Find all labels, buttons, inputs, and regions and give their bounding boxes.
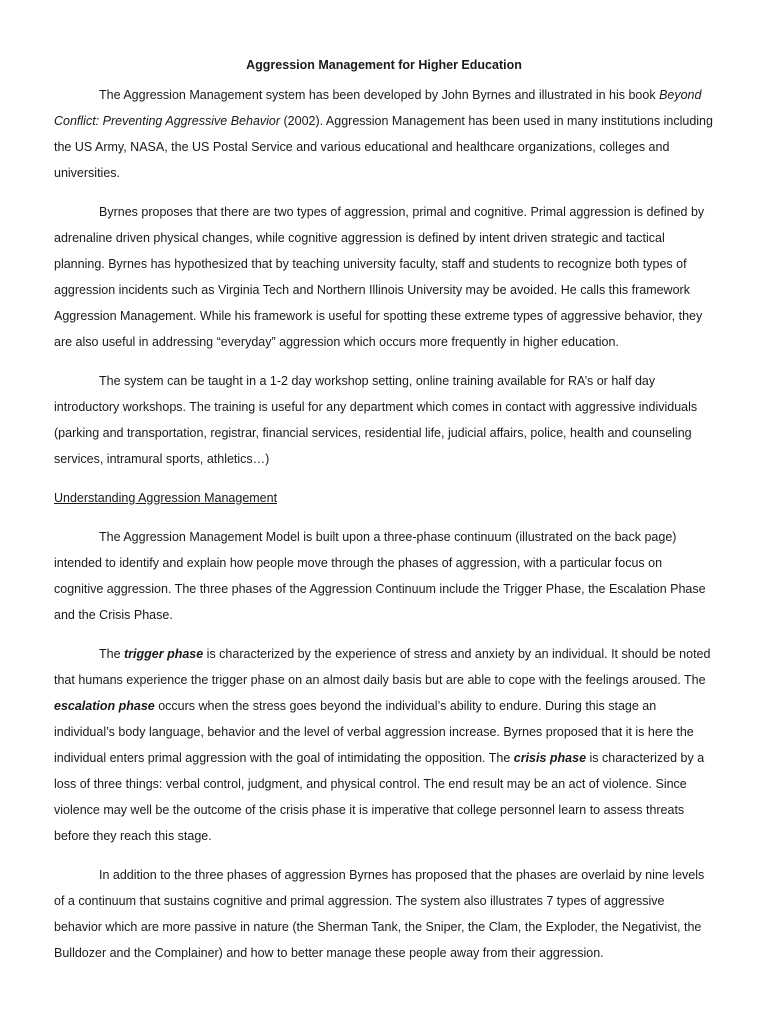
- paragraph-model: The Aggression Management Model is built upon a three-phase continuum (illustrated on the back page) intended to identify and explain how people move through the phases of aggression, with a particular focus on cognitive aggression. The three phases of the Aggression Continuum include the Trigger Phase, the Escalation Phase and the Crisis Phase.: [54, 530, 706, 622]
- paragraph-workshop: The system can be taught in a 1-2 day workshop setting, online training available for RA’s or half day introductory workshops. The training is useful for any department which comes in contact with aggressive individuals (parking and transportation, registrar, financial services, residential life, judicial affairs, police, health and counseling services, intramural sports, athletics…): [54, 374, 698, 466]
- paragraph-intro-text-b: (2002). Aggression Management has been used in many institutions including the US Army, NASA, the US Postal Service and various educational and healthcare organizations, colleges and universities.: [54, 114, 713, 180]
- paragraph-phases-text-c: occurs when the stress goes beyond the individual’s ability to endure. During this stage an individual’s body language, behavior and the level of verbal aggression increase. Byrnes proposed that it is here the individual enters primal aggression with the goal of intimidating the opposition. The: [54, 699, 694, 765]
- paragraph-phases-text-d: is characterized by a loss of three things: verbal control, judgment, and physical control. The end result may be an act of violence. Since violence may well be the outcome of the crisis phase it is imperative that college personnel learn to assess threats before they reach this stage.: [54, 751, 705, 843]
- paragraph-phases: [54, 641, 714, 849]
- paragraph-phases-text-b: is characterized by the experience of stress and anxiety by an individual. It should be noted that humans experience the trigger phase on an almost daily basis but are able to cope with the feelings aroused. The: [54, 647, 711, 687]
- section-heading: Understanding Aggression Management: [54, 491, 278, 505]
- document-title: Aggression Management for Higher Education: [246, 58, 522, 72]
- paragraph-phases-text-a: The: [99, 647, 125, 661]
- term-trigger-phase: trigger phase: [124, 647, 204, 661]
- book-title: Beyond Conflict: Preventing Aggressive Behavior: [54, 88, 702, 128]
- paragraph-types-of-aggression: Byrnes proposes that there are two types of aggression, primal and cognitive. Primal aggression is defined by adrenaline driven physical changes, while cognitive aggression is defined by intent driven strategic and tactical planning. Byrnes has hypothesized that by teaching university faculty, staff and students to recognize both types of aggression incidents such as Virginia Tech and Northern Illinois University may be avoided. He calls this framework Aggression Management. While his framework is useful for spotting these extreme types of aggressive behavior, they are also useful in addressing “everyday” aggression which occurs more frequently in higher education.: [54, 205, 705, 349]
- paragraph-intro: [54, 82, 714, 186]
- paragraph-nine-levels: In addition to the three phases of aggression Byrnes has proposed that the phases are overlaid by nine levels of a continuum that sustains cognitive and primal aggression. The system also illustrates 7 types of aggressive behavior which are more passive in nature (the Sherman Tank, the Sniper, the Clam, the Exploder, the Negativist, the Bulldozer and the Complainer) and how to better manage these people away from their aggression.: [54, 868, 705, 960]
- term-escalation-phase: escalation phase: [54, 699, 155, 713]
- paragraph-intro-text-a: The Aggression Management system has been developed by John Byrnes and illustrated in his book: [99, 88, 660, 102]
- term-crisis-phase: crisis phase: [513, 751, 587, 765]
